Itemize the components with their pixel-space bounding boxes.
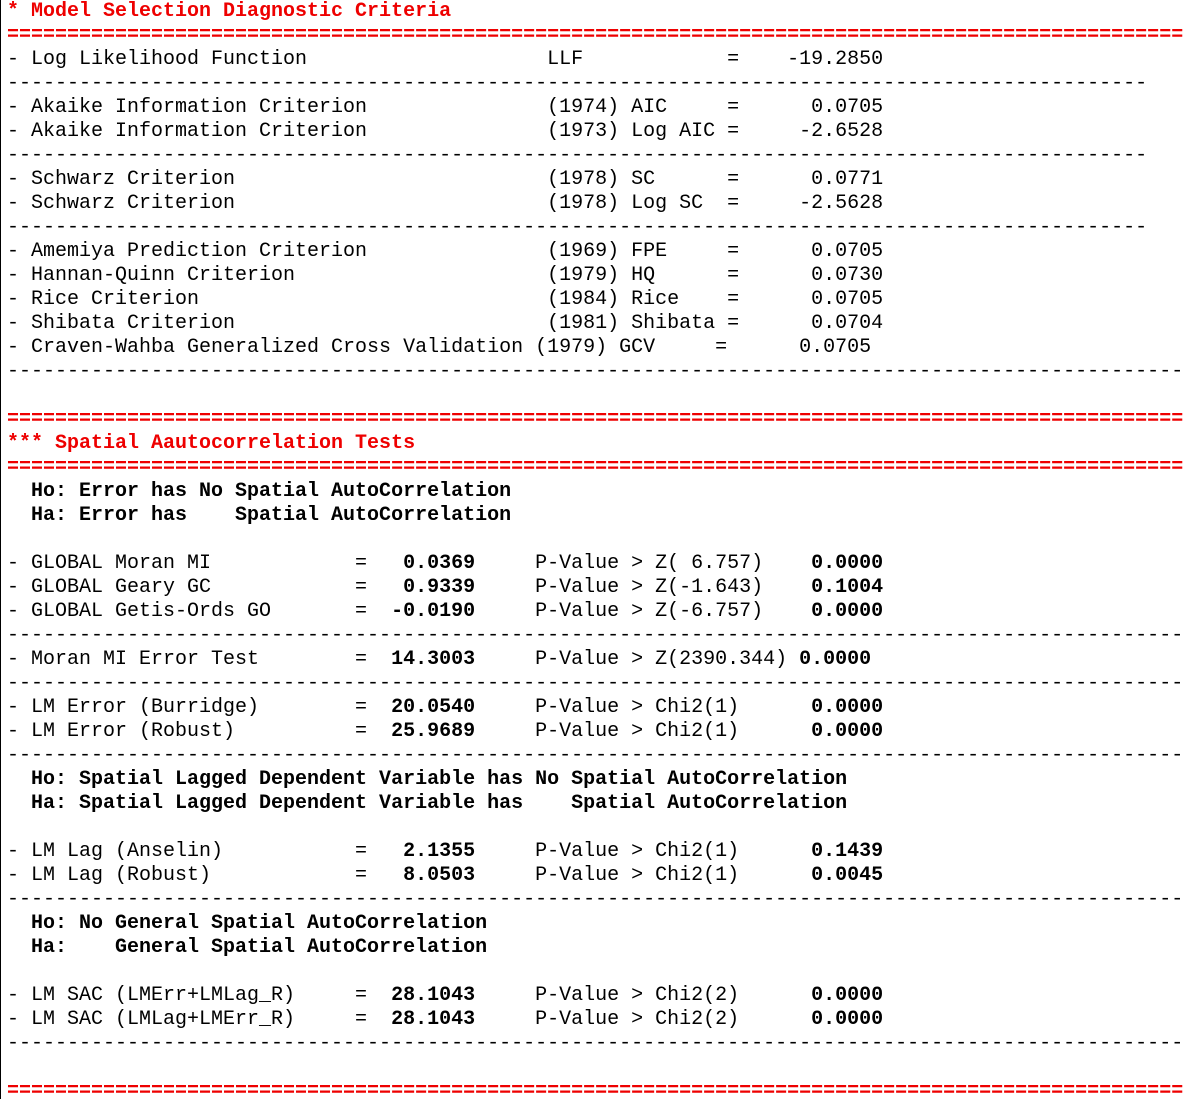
output-line: * Model Selection Diagnostic Criteria <box>7 0 452 23</box>
statistic-value: 0.1004 <box>811 576 884 599</box>
statistic-value: 0.0000 <box>811 720 884 743</box>
statistic-value: 20.0540 <box>391 696 476 719</box>
output-line: -------------------------------------------------------------------------------------------------- <box>7 1032 1183 1055</box>
statistic-value: 28.1043 <box>391 984 476 1007</box>
output-line <box>7 528 967 552</box>
output-line <box>7 960 967 984</box>
output-line: - Schwarz Criterion (1978) Log SC = -2.5628 <box>7 192 884 215</box>
output-line <box>7 864 967 888</box>
line-text: - GLOBAL Moran MI = <box>7 552 404 575</box>
output-line <box>7 1056 967 1080</box>
output-line: - Akaike Information Criterion (1974) AIC = 0.0705 <box>7 96 884 119</box>
output-line: Ho: Spatial Lagged Dependent Variable has No Spatial AutoCorrelation <box>7 768 848 791</box>
line-text: P-Value > Z(-1.643) <box>475 576 812 599</box>
output-line: Ho: No General Spatial AutoCorrelation <box>7 912 488 935</box>
output-line: Ho: Error has No Spatial AutoCorrelation <box>7 480 512 503</box>
output-line: *** Spatial Aautocorrelation Tests <box>7 432 416 455</box>
statistic-value: 0.0369 <box>403 552 476 575</box>
statistic-value: 0.0045 <box>811 864 884 887</box>
output-line: -------------------------------------------------------------------------------------------------- <box>7 744 1183 767</box>
line-text: P-Value > Chi2(1) <box>475 840 812 863</box>
output-line: Ha: General Spatial AutoCorrelation <box>7 936 488 959</box>
line-text: - LM Lag (Robust) = <box>7 864 404 887</box>
statistic-value: 0.1439 <box>811 840 884 863</box>
output-line: -------------------------------------------------------------------------------------------------- <box>7 888 1183 911</box>
output-line: Ha: Spatial Lagged Dependent Variable has Spatial AutoCorrelation <box>7 792 848 815</box>
statistic-value: 8.0503 <box>403 864 476 887</box>
results-output <box>7 0 1183 1104</box>
statistic-value: 0.0000 <box>811 600 884 623</box>
output-line <box>7 384 967 408</box>
output-line: - Shibata Criterion (1981) Shibata = 0.0704 <box>7 312 884 335</box>
output-line: ----------------------------------------------------------------------------------------------- <box>7 216 1148 239</box>
output-line: ================================================================================================== <box>7 408 1183 431</box>
output-line: ================================================================================================== <box>7 24 1183 47</box>
output-line <box>7 984 967 1008</box>
output-line: ----------------------------------------------------------------------------------------------- <box>7 72 1148 95</box>
output-line: -------------------------------------------------------------------------------------------------- <box>7 672 1183 695</box>
line-text: P-Value > Chi2(1) <box>475 720 812 743</box>
output-line <box>7 816 967 840</box>
statistic-value: 0.0000 <box>799 648 872 671</box>
output-line: -------------------------------------------------------------------------------------------------- <box>7 624 1183 647</box>
output-line: - Craven-Wahba Generalized Cross Validation (1979) GCV = 0.0705 <box>7 336 872 359</box>
statistic-value: 2.1355 <box>403 840 476 863</box>
output-line: -------------------------------------------------------------------------------------------------- <box>7 360 1183 383</box>
output-line <box>7 720 967 744</box>
line-text: - Moran MI Error Test = <box>7 648 392 671</box>
line-text: - LM Error (Burridge) = <box>7 696 392 719</box>
output-line <box>7 1008 967 1032</box>
line-text: - LM Lag (Anselin) = <box>7 840 404 863</box>
line-text: - LM Error (Robust) = <box>7 720 392 743</box>
output-line: ================================================================================================== <box>7 456 1183 479</box>
line-text: - LM SAC (LMErr+LMLag_R) = <box>7 984 392 1007</box>
output-line <box>7 600 967 624</box>
output-line: - Akaike Information Criterion (1973) Log AIC = -2.6528 <box>7 120 884 143</box>
line-text: - LM SAC (LMLag+LMErr_R) = <box>7 1008 392 1031</box>
output-line: - Hannan-Quinn Criterion (1979) HQ = 0.0730 <box>7 264 884 287</box>
line-text: P-Value > Z(-6.757) <box>475 600 812 623</box>
line-text: P-Value > Chi2(1) <box>475 696 812 719</box>
statistic-value: 0.0000 <box>811 552 884 575</box>
line-text: P-Value > Z(2390.344) <box>475 648 800 671</box>
output-line <box>7 696 967 720</box>
output-line: Ha: Error has Spatial AutoCorrelation <box>7 504 512 527</box>
line-text: P-Value > Z( 6.757) <box>475 552 812 575</box>
statistic-value: 14.3003 <box>391 648 476 671</box>
statistic-value: 25.9689 <box>391 720 476 743</box>
statistic-value: 0.9339 <box>403 576 476 599</box>
statistic-value: 0.0000 <box>811 696 884 719</box>
output-line <box>7 576 967 600</box>
output-line: ================================================================================================== <box>7 1080 1183 1103</box>
output-line <box>7 552 967 576</box>
output-line: ----------------------------------------------------------------------------------------------- <box>7 144 1148 167</box>
statistic-value: 0.0000 <box>811 1008 884 1031</box>
output-line: - Log Likelihood Function LLF = -19.2850 <box>7 48 884 71</box>
line-text: - GLOBAL Getis-Ords GO = <box>7 600 392 623</box>
line-text: - GLOBAL Geary GC = <box>7 576 404 599</box>
line-text: P-Value > Chi2(2) <box>475 984 812 1007</box>
output-line: - Schwarz Criterion (1978) SC = 0.0771 <box>7 168 884 191</box>
output-line <box>7 648 967 672</box>
output-line: - Amemiya Prediction Criterion (1969) FPE = 0.0705 <box>7 240 884 263</box>
line-text: P-Value > Chi2(2) <box>475 1008 812 1031</box>
statistic-value: -0.0190 <box>391 600 476 623</box>
statistic-value: 28.1043 <box>391 1008 476 1031</box>
statistic-value: 0.0000 <box>811 984 884 1007</box>
output-line: - Rice Criterion (1984) Rice = 0.0705 <box>7 288 884 311</box>
output-line <box>7 840 967 864</box>
line-text: P-Value > Chi2(1) <box>475 864 812 887</box>
